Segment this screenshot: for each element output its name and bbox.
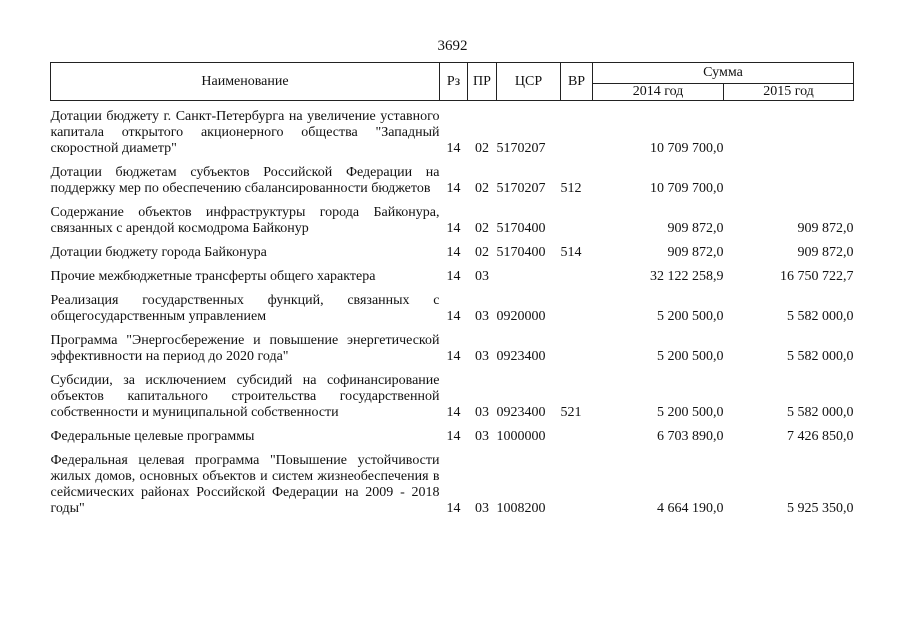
row-rz: 14 <box>446 245 461 260</box>
row-csr: 0923400 <box>496 349 546 364</box>
table-row <box>51 333 854 365</box>
row-name: Федеральная целевая программа "Повышение устойчивости жилых домов, основных объектов и систем жизнеобеспечения в сейсмических районах Российской Федерации на 2009 - 2018 годы" <box>50 453 440 516</box>
row-rz: 14 <box>446 429 461 444</box>
row-vr <box>561 101 593 158</box>
row-vr: 521 <box>560 405 582 420</box>
row-csr: 1008200 <box>496 501 546 516</box>
page-number: 3692 <box>437 38 468 54</box>
row-sum-2015: 909 872,0 <box>797 221 854 236</box>
row-sum-2014: 10 709 700,0 <box>650 181 724 196</box>
row-pr: 03 <box>475 429 489 444</box>
row-vr: 514 <box>560 245 582 260</box>
header-rz: Рз <box>440 63 468 101</box>
row-sum-2015: 5 925 350,0 <box>787 501 854 516</box>
row-name: Прочие межбюджетные трансферты общего характера <box>50 269 376 284</box>
row-sum-2015: 16 750 722,7 <box>780 269 854 284</box>
row-rz: 14 <box>446 309 461 324</box>
row-csr: 0923400 <box>496 405 546 420</box>
row-pr: 02 <box>475 221 489 236</box>
row-csr: 1000000 <box>496 429 546 444</box>
row-name: Дотации бюджету города Байконура <box>50 245 267 260</box>
table-row <box>51 101 854 158</box>
row-pr: 03 <box>475 349 489 364</box>
row-csr: 5170400 <box>496 245 546 260</box>
row-rz: 14 <box>446 181 461 196</box>
header-sum: Сумма <box>593 63 854 84</box>
row-csr: 5170207 <box>496 141 546 156</box>
row-pr: 03 <box>475 269 489 284</box>
row-name: Реализация государственных функций, связанных с общегосударственным управлением <box>50 293 440 324</box>
row-vr <box>561 293 593 325</box>
table-row <box>51 453 854 517</box>
table-row <box>51 293 854 325</box>
row-name: Дотации бюджетам субъектов Российской Федерации на поддержку мер по обеспечению сбалансированности бюджетов <box>50 165 440 196</box>
row-sum-2014: 4 664 190,0 <box>657 501 724 516</box>
row-rz: 14 <box>446 221 461 236</box>
row-sum-2015 <box>724 165 854 197</box>
row-name: Дотации бюджету г. Санкт-Петербурга на увеличение уставного капитала открытого акционерного общества "Западный скоростной диаметр" <box>50 109 440 156</box>
table-row <box>51 269 854 285</box>
row-rz: 14 <box>446 349 461 364</box>
table-row <box>51 245 854 261</box>
row-vr <box>561 333 593 365</box>
row-vr: 512 <box>560 181 582 196</box>
row-csr: 5170400 <box>496 221 546 236</box>
row-name: Программа "Энергосбережение и повышение энергетической эффективности на период до 2020 года" <box>50 333 440 364</box>
row-sum-2015: 5 582 000,0 <box>787 349 854 364</box>
row-name: Субсидии, за исключением субсидий на софинансирование объектов капитального строительства государственной собственности и муниципальной собственности <box>50 373 440 420</box>
row-name: Федеральные целевые программы <box>50 429 255 444</box>
header-year-2014: 2014 год <box>593 84 724 101</box>
header-year-2015: 2015 год <box>724 84 854 101</box>
row-name: Содержание объектов инфраструктуры города Байконура, связанных с арендой космодрома Байконур <box>50 205 440 236</box>
row-pr: 02 <box>475 141 489 156</box>
row-sum-2014: 5 200 500,0 <box>657 309 724 324</box>
row-sum-2014: 32 122 258,9 <box>650 269 724 284</box>
row-csr <box>497 269 561 285</box>
row-vr <box>561 205 593 237</box>
header-vr: ВР <box>561 63 593 101</box>
row-rz: 14 <box>446 501 461 516</box>
table-row <box>51 165 854 197</box>
budget-table <box>50 62 854 517</box>
row-pr: 03 <box>475 309 489 324</box>
header-pr: ПР <box>468 63 497 101</box>
table-row <box>51 373 854 421</box>
row-sum-2014: 5 200 500,0 <box>657 349 724 364</box>
row-sum-2014: 10 709 700,0 <box>650 141 724 156</box>
row-sum-2015: 7 426 850,0 <box>787 429 854 444</box>
row-vr <box>561 429 593 445</box>
row-sum-2014: 909 872,0 <box>667 245 724 260</box>
header-csr: ЦСР <box>497 63 561 101</box>
row-csr: 5170207 <box>496 181 546 196</box>
row-sum-2015: 5 582 000,0 <box>787 405 854 420</box>
row-sum-2015: 5 582 000,0 <box>787 309 854 324</box>
row-sum-2014: 5 200 500,0 <box>657 405 724 420</box>
row-rz: 14 <box>446 141 461 156</box>
table-row <box>51 429 854 445</box>
table-row <box>51 205 854 237</box>
row-pr: 02 <box>475 245 489 260</box>
row-sum-2015 <box>724 101 854 158</box>
row-rz: 14 <box>446 269 461 284</box>
row-vr <box>561 453 593 517</box>
row-pr: 02 <box>475 181 489 196</box>
row-sum-2014: 6 703 890,0 <box>657 429 724 444</box>
row-sum-2014: 909 872,0 <box>667 221 724 236</box>
row-pr: 03 <box>475 405 489 420</box>
row-vr <box>561 269 593 285</box>
row-csr: 0920000 <box>496 309 546 324</box>
row-rz: 14 <box>446 405 461 420</box>
row-pr: 03 <box>475 501 489 516</box>
row-sum-2015: 909 872,0 <box>797 245 854 260</box>
header-name: Наименование <box>51 63 440 101</box>
